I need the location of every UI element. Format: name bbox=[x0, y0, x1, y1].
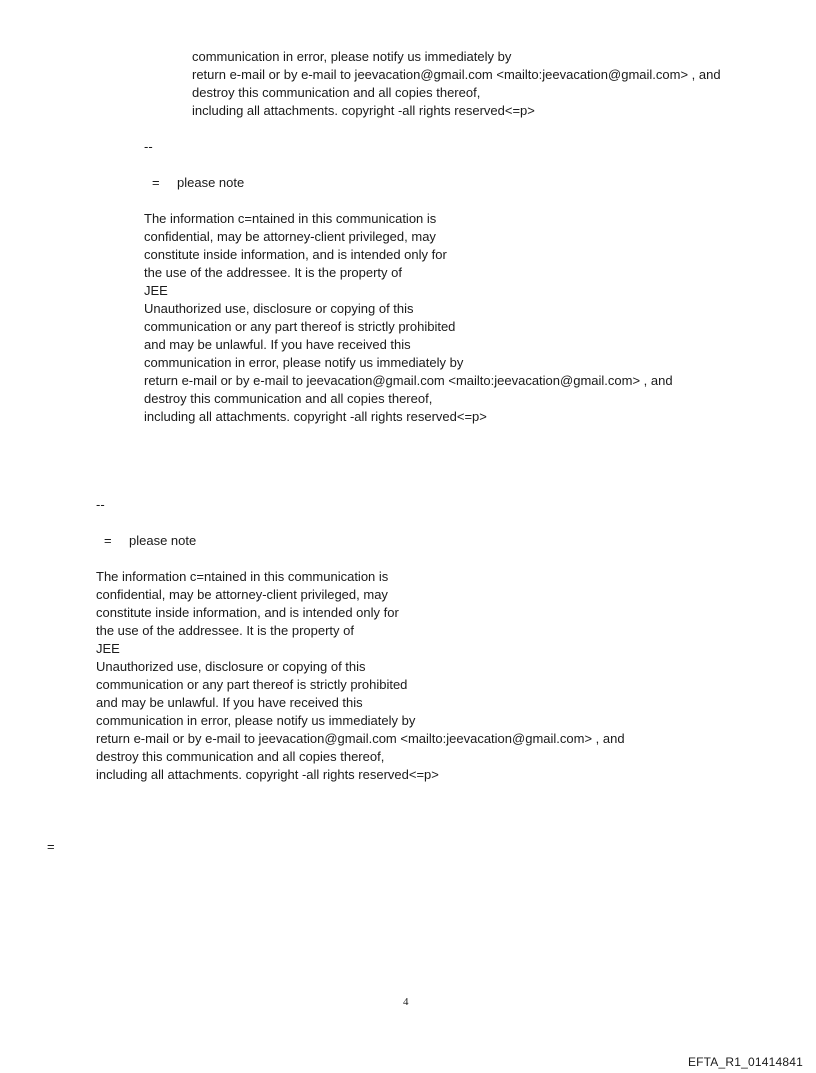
page-number: 4 bbox=[403, 996, 409, 1008]
disclaimer-line: destroy this communication and all copies thereof, bbox=[144, 391, 433, 406]
disclaimer-line: return e-mail or by e-mail to jeevacation@gmail.com <mailto:jeevacation@gmail.com> , and bbox=[96, 731, 625, 746]
disclaimer-line: and may be unlawful. If you have received this bbox=[96, 695, 363, 710]
note-label: please note bbox=[177, 175, 245, 190]
disclaimer-line: communication in error, please notify us immediately by bbox=[144, 355, 464, 370]
disclaimer-line: JEE bbox=[144, 283, 168, 298]
disclaimer-line: communication or any part thereof is strictly prohibited bbox=[96, 677, 408, 692]
signature-separator: -- bbox=[96, 497, 105, 512]
disclaimer-line: return e-mail or by e-mail to jeevacation@gmail.com <mailto:jeevacation@gmail.com> , and bbox=[144, 373, 673, 388]
disclaimer-line: destroy this communication and all copies thereof, bbox=[192, 85, 481, 100]
disclaimer-line: return e-mail or by e-mail to jeevacation@gmail.com <mailto:jeevacation@gmail.com> , and bbox=[192, 67, 721, 82]
signature-separator: -- bbox=[144, 139, 153, 154]
disclaimer-line: Unauthorized use, disclosure or copying of this bbox=[96, 659, 366, 674]
disclaimer-line: The information c=ntained in this communication is bbox=[96, 569, 389, 584]
disclaimer-line: communication in error, please notify us immediately by bbox=[192, 49, 512, 64]
disclaimer-line: including all attachments. copyright -all rights reserved<=p> bbox=[192, 103, 535, 118]
disclaimer-line: destroy this communication and all copies thereof, bbox=[96, 749, 385, 764]
disclaimer-line: communication or any part thereof is strictly prohibited bbox=[144, 319, 456, 334]
disclaimer-line: and may be unlawful. If you have received this bbox=[144, 337, 411, 352]
disclaimer-line: communication in error, please notify us immediately by bbox=[96, 713, 416, 728]
document-id: EFTA_R1_01414841 bbox=[687, 1055, 803, 1069]
note-marker: = bbox=[104, 533, 112, 548]
disclaimer-line: confidential, may be attorney-client privileged, may bbox=[96, 587, 388, 602]
disclaimer-line: including all attachments. copyright -all rights reserved<=p> bbox=[96, 767, 439, 782]
disclaimer-line: confidential, may be attorney-client privileged, may bbox=[144, 229, 436, 244]
trailing-marker: = bbox=[47, 839, 55, 854]
disclaimer-line: constitute inside information, and is intended only for bbox=[96, 605, 399, 620]
note-label: please note bbox=[129, 533, 197, 548]
disclaimer-line: the use of the addressee. It is the property of bbox=[144, 265, 402, 280]
disclaimer-line: Unauthorized use, disclosure or copying of this bbox=[144, 301, 414, 316]
disclaimer-line: The information c=ntained in this communication is bbox=[144, 211, 437, 226]
note-marker: = bbox=[152, 175, 160, 190]
disclaimer-line: constitute inside information, and is intended only for bbox=[144, 247, 447, 262]
disclaimer-line: JEE bbox=[96, 641, 120, 656]
disclaimer-line: the use of the addressee. It is the property of bbox=[96, 623, 354, 638]
disclaimer-line: including all attachments. copyright -all rights reserved<=p> bbox=[144, 409, 487, 424]
